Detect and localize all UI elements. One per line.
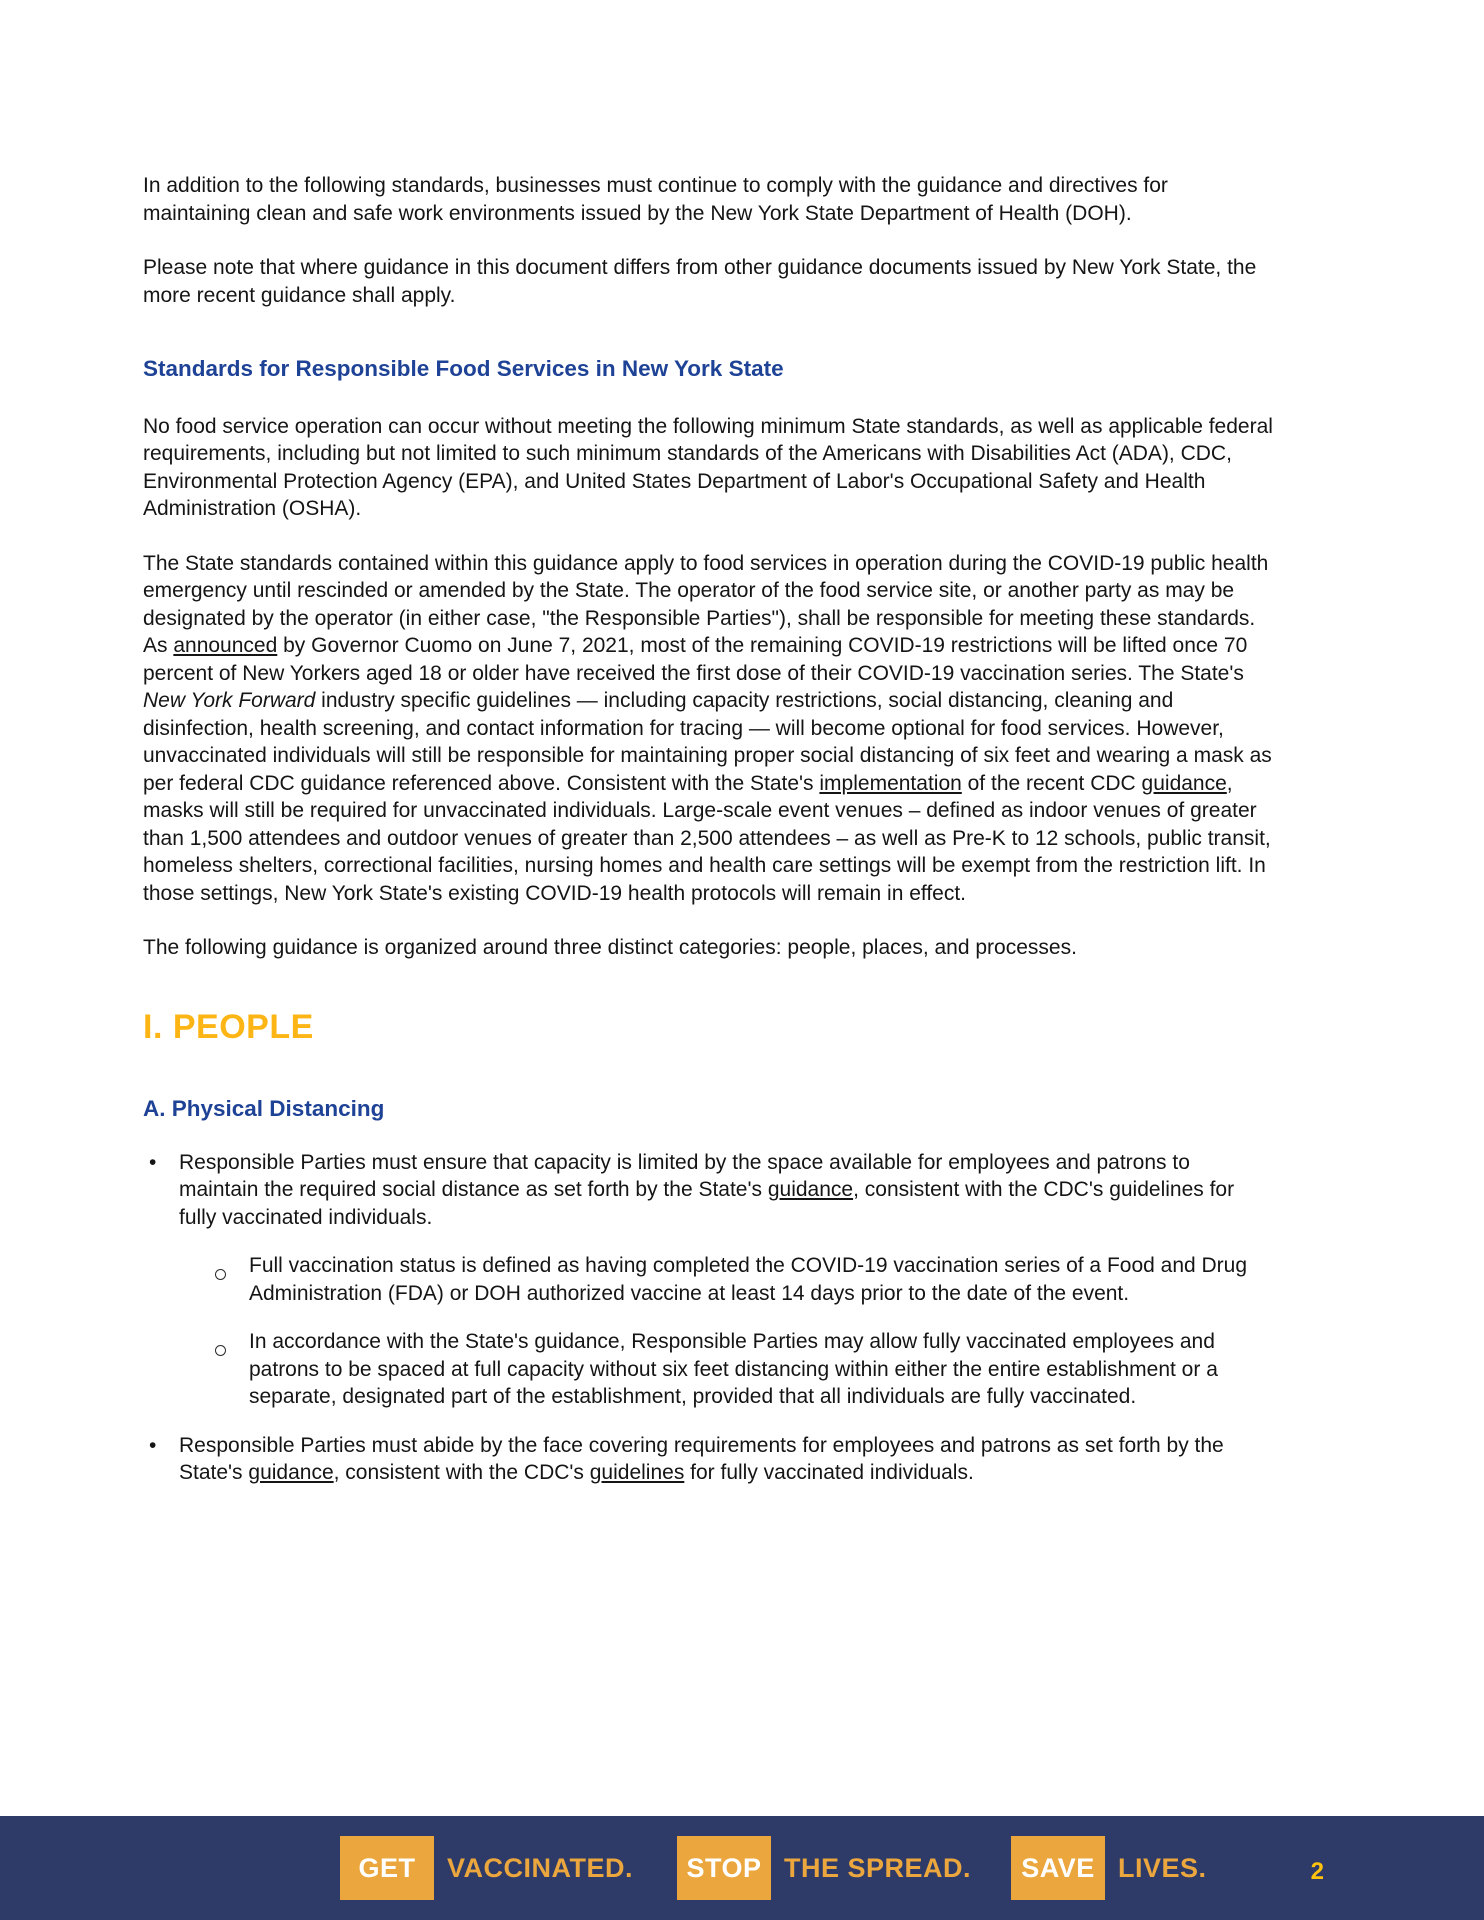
inline-link[interactable]: guidelines [589, 1461, 685, 1484]
save-box: SAVE [1011, 1836, 1105, 1900]
paragraph-categories: The following guidance is organized around three distinct categories: people, places, and processes. [143, 936, 1077, 959]
sub-bullet-full-vaccination-text: Full vaccination status is defined as having completed the COVID-19 vaccination series of a Food and Drug Administration (FDA) or DOH authorized vaccine at least 14 days prior to the date of the event. [249, 1254, 1248, 1305]
subsection-heading-physical-distancing: A. Physical Distancing [143, 1096, 385, 1121]
page-number: 2 [1310, 1858, 1324, 1885]
bullet-capacity-text [179, 1149, 1275, 1232]
get-label: VACCINATED. [447, 1852, 633, 1883]
stop-box: STOP [677, 1836, 771, 1900]
footer-save-lives [1011, 1836, 1207, 1900]
text-segment: of the recent CDC [961, 771, 1142, 795]
bullet-icon: • [149, 1150, 157, 1174]
paragraph-minimum-standards: No food service operation can occur without meeting the following minimum State standards, as well as applicable federal requirements, including but not limited to such minimum standards of the Americans with Disabilities Act (ADA), CDC, Environmental Protection Agency (EPA), and United States Department of Labor's Occupational Safety and Health Administration (OSHA). [143, 414, 1273, 520]
bullet-face-covering-text [179, 1432, 1275, 1487]
text-segment: , consistent with the CDC's [333, 1461, 590, 1484]
paragraph-state-standards [143, 550, 1275, 908]
text-segment: , consistent with the CDC's guidelines for fully vaccinated individuals. [179, 1178, 1235, 1229]
sub-bullet-full-vaccination [143, 1252, 1275, 1307]
text-segment: industry specific guidelines — including capacity restrictions, social distancing, cleaning and disinfection, health screening, and contact information for tracing — will become optional for food services. However, unvaccinated individuals will still be responsible for maintaining proper social distancing of six feet and wearing a mask as per federal CDC guidance referenced above. Consistent with the State's [143, 689, 1272, 795]
text-segment: Responsible Parties must ensure that capacity is limited by the space available for employees and patrons to maintain the required social distance as set forth by the State's [179, 1150, 1190, 1201]
text-segment: The State standards contained within this guidance apply to food services in operation during the COVID-19 public health emergency until rescinded or amended by the State. The operator of the food service site, or another party as may be designated by the operator (in either case, "the Responsible Parties"), shall be responsible for meeting these standards. As [143, 551, 1269, 657]
bullet-icon: • [149, 1433, 157, 1457]
section-heading-people: I. PEOPLE [143, 1007, 314, 1046]
heading-standards: Standards for Responsible Food Services in New York State [143, 356, 784, 381]
inline-link[interactable]: guidance [767, 1178, 854, 1201]
footer-stop-the-spread [677, 1836, 971, 1900]
paragraph-intro: In addition to the following standards, businesses must continue to comply with the guidance and directives for maintaining clean and safe work environments issued by the New York State Department of Health (DOH). [143, 174, 1168, 225]
inline-link[interactable]: implementation [819, 771, 962, 795]
circle-bullet-icon [215, 1328, 249, 1411]
inline-link[interactable]: guidance [1141, 771, 1227, 795]
get-box: GET [340, 1836, 434, 1900]
text-segment: , masks will still be required for unvaccinated individuals. Large-scale event venues – defined as indoor venues of greater than 1,500 attendees and outdoor venues of greater than 2,500 attendees – as well as Pre-K to 12 schools, public transit, homeless shelters, correctional facilities, nursing homes and health care settings will be exempt from the restriction lift. In those settings, New York State's existing COVID-19 health protocols will remain in effect. [143, 771, 1271, 905]
text-segment: by Governor Cuomo on June 7, 2021, most of the remaining COVID-19 restrictions will be lifted once 70 percent of New Yorkers aged 18 or older have received the first dose of their COVID-19 vaccination series. The State's [143, 634, 1248, 685]
footer-get-vaccinated [340, 1836, 633, 1900]
inline-link[interactable]: guidance [248, 1461, 334, 1484]
sub-bullet-full-capacity-text: In accordance with the State's guidance, Responsible Parties may allow fully vaccinated employees and patrons to be spaced at full capacity without six feet distancing within either the entire establishment or a separate, designated part of the establishment, provided that all individuals are fully vaccinated. [249, 1330, 1218, 1408]
italic-text: New York Forward [143, 689, 316, 712]
stop-label: THE SPREAD. [784, 1852, 972, 1883]
paragraph-note: Please note that where guidance in this document differs from other guidance documents issued by New York State, the more recent guidance shall apply. [143, 256, 1257, 307]
document-body [143, 172, 1275, 1508]
sub-bullet-full-capacity [143, 1328, 1275, 1411]
footer-banner [0, 1816, 1484, 1920]
text-segment: Responsible Parties must abide by the face covering requirements for employees and patrons as set forth by the State's [179, 1433, 1224, 1484]
bullet-face-covering [143, 1432, 1275, 1487]
circle-bullet-icon [215, 1252, 249, 1307]
text-segment: for fully vaccinated individuals. [684, 1461, 974, 1484]
inline-link[interactable]: announced [173, 634, 278, 657]
bullet-capacity [143, 1149, 1275, 1232]
save-label: LIVES. [1118, 1852, 1207, 1883]
